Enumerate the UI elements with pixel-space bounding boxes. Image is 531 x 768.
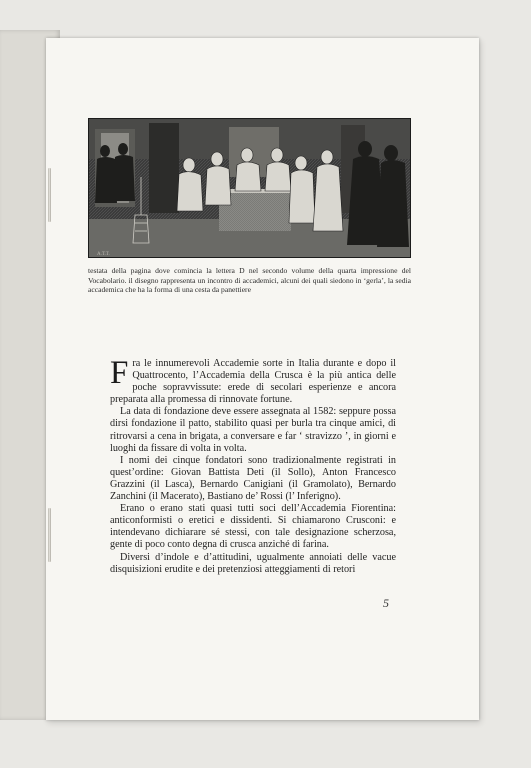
paragraph-1-text: ra le innumerevoli Accademie sorte in Italia durante e dopo il Quattrocento, l’Accademia della Crusca è la più antica delle poche sopravvissute: erede di secolari esperienze e ancora preparata alla promessa di rinnovate fortune. (110, 358, 396, 406)
staple-bottom (48, 508, 51, 562)
article-body (110, 355, 396, 576)
booklet-page (46, 38, 479, 720)
engraving-signature: A.T.T. (97, 252, 110, 257)
engraving-illustration (88, 118, 411, 258)
paragraph-1 (110, 355, 396, 406)
paragraph-3: I nomi dei cinque fondatori sono tradizionalmente registrati in quest’ordine: Giovan Battista Deti (il Sollo), Anton Francesco Grazzini (il Lasca), Bernardo Canigiani (il Gramolato), Bernardo Zanchini (il Macerato), Bastiano de’ Rossi (l’ Inferigno). (110, 454, 396, 503)
academy-meeting-engraving (89, 119, 411, 258)
paragraph-4: Erano o erano stati quasi tutti soci dell’Accademia Fiorentina: anticonformisti o eretici e dissidenti. Si chiamarono Crusconi: e intendevano dichiarare sé stessi, con tale designazione scherzosa, gente di poco conto degna di crusca anziché di farina. (110, 503, 396, 551)
illustration-caption: testata della pagina dove comincia la lettera D nel secondo volume della quarta impressione del Vocabolario. il disegno rappresenta un incontro di accademici, alcuni dei quali siedono in ‘gerla’, la sedia accademica che ha la forma di una cesta da panettiere (88, 266, 411, 295)
staple-top (48, 168, 51, 222)
drop-cap: F (110, 355, 129, 391)
paragraph-2: La data di fondazione deve essere assegnata al 1582: seppure possa dirsi fondazione il patto, stabilito quasi per burla tra cinque amici, di ritrovarsi a cena in brigata, a conversare e far ‘ stravizzo ’, in giorni e luoghi da fissare di volta in volta. (110, 406, 396, 454)
paragraph-5: Diversi d’indole e d’attitudini, ugualmente annoiati delle vacue disquisizioni erudite e dei pretenziosi atteggiamenti di retori (110, 551, 396, 575)
page-number: 5 (383, 596, 389, 610)
